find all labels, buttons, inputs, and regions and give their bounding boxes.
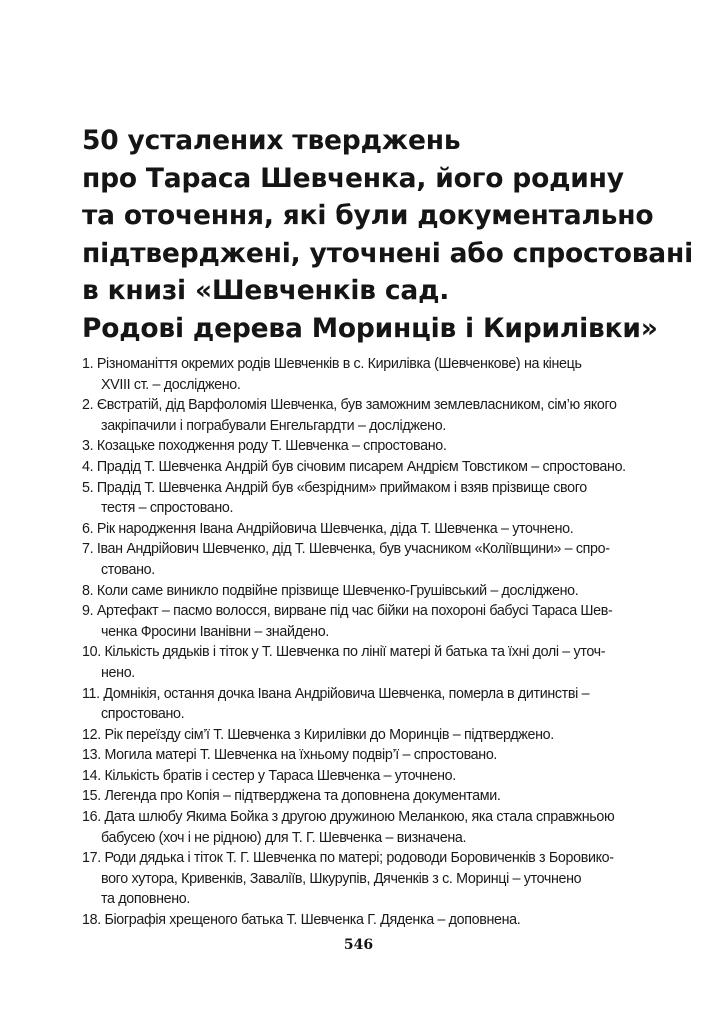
item-text: 2. Євстратій, дід Варфоломія Шевченка, був заможним землевласником, сім’ю якого — [82, 397, 617, 414]
list-item — [82, 642, 642, 683]
list-item — [82, 354, 642, 395]
item-text-continuation: спростовано. — [101, 706, 185, 723]
list-item — [82, 684, 642, 725]
item-text-continuation: XVIII ст. – досліджено. — [101, 376, 241, 393]
item-text: 18. Біографія хрещеного батька Т. Шевченка Г. Дяденка – доповнена. — [82, 912, 521, 929]
item-text: 14. Кількість братів і сестер у Тараса Шевченка – уточнено. — [82, 767, 456, 784]
list-item — [82, 601, 642, 642]
item-text: 10. Кількість дядьків і тіток у Т. Шевченка по лінії матері й батька та їхні долі – уточ- — [82, 644, 606, 661]
item-text-continuation: бабусею (хоч і не рідною) для Т. Г. Шевченка – визначена. — [101, 829, 467, 846]
list-item — [82, 745, 642, 766]
title-line: та оточення, які були документально — [82, 200, 654, 231]
item-text: 15. Легенда про Копія – підтверджена та доповнена документами. — [82, 788, 501, 805]
list-item — [82, 581, 642, 602]
item-text: 16. Дата шлюбу Якима Бойка з другою дружиною Меланкою, яка стала справжньою — [82, 809, 615, 826]
list-item — [82, 766, 642, 787]
list-item — [82, 436, 642, 457]
list-item — [82, 786, 642, 807]
item-text: 7. Іван Андрійович Шевченко, дід Т. Шевченка, був учасником «Коліївщини» – спро- — [82, 541, 610, 558]
list-item — [82, 848, 642, 910]
item-text-continuation: закріпачили і пограбували Енгельгардти – досліджено. — [101, 417, 446, 434]
item-text-continuation: вого хутора, Кривенків, Заваліїв, Шкурупів, Дяченків з с. Моринці – уточнено — [101, 870, 582, 887]
item-text-continuation: нено. — [101, 664, 135, 681]
item-text: 3. Козацьке походження роду Т. Шевченка – спростовано. — [82, 438, 447, 455]
title-line: Родові дерева Моринців і Кирилівки» — [82, 312, 658, 344]
item-text: 1. Різноманіття окремих родів Шевченків в с. Кирилівка (Шевченкове) на кінець — [82, 356, 582, 372]
list-item — [82, 725, 642, 746]
list-item — [82, 478, 642, 519]
item-text-continuation: та доповнено. — [101, 891, 191, 908]
page-number: 546 — [343, 937, 374, 953]
item-text: 4. Прадід Т. Шевченка Андрій був січовим писарем Андрієм Товстиком – спростовано. — [82, 458, 626, 475]
list-item — [82, 539, 642, 580]
list-item — [82, 457, 642, 478]
title-line: про Тараса Шевченка, його родину — [82, 162, 624, 194]
item-text: 8. Коли саме виникло подвійне прізвище Шевченко-Грушівський – досліджено. — [82, 582, 579, 599]
statements-list — [82, 354, 642, 931]
list-item — [82, 395, 642, 436]
title-line: в книзі «Шевченків сад. — [82, 275, 450, 306]
item-text: 9. Артефакт – пасмо волосся, вирване під час бійки на похороні бабусі Тараса Шев- — [82, 603, 613, 620]
item-text-continuation: стовано. — [101, 561, 155, 578]
item-text-continuation: тестя – спростовано. — [101, 500, 234, 517]
title-line: підтверджені, уточнені або спростовані — [82, 237, 693, 269]
item-text-continuation: ченка Фросини Іванівни – знайдено. — [101, 623, 329, 640]
item-text: 13. Могила матері Т. Шевченка на їхньому подвір’ї – спростовано. — [82, 747, 498, 764]
list-item — [82, 807, 642, 848]
item-text: 5. Прадід Т. Шевченка Андрій був «безрідним» приймаком і взяв прізвище свого — [82, 479, 587, 496]
page-title — [82, 122, 693, 347]
list-item — [82, 519, 642, 540]
item-text: 11. Домнікія, остання дочка Івана Андрійовича Шевченка, померла в дитинстві – — [82, 685, 590, 702]
list-item — [82, 910, 642, 931]
item-text: 12. Рік переїзду сім’ї Т. Шевченка з Кирилівки до Моринців – підтверджено. — [82, 726, 554, 743]
title-line: 50 усталених тверджень — [82, 125, 461, 156]
item-text: 17. Роди дядька і тіток Т. Г. Шевченка по матері; родоводи Боровиченків з Боровико- — [82, 850, 614, 867]
item-text: 6. Рік народження Івана Андрійовича Шевченка, діда Т. Шевченка – уточнено. — [82, 520, 574, 537]
